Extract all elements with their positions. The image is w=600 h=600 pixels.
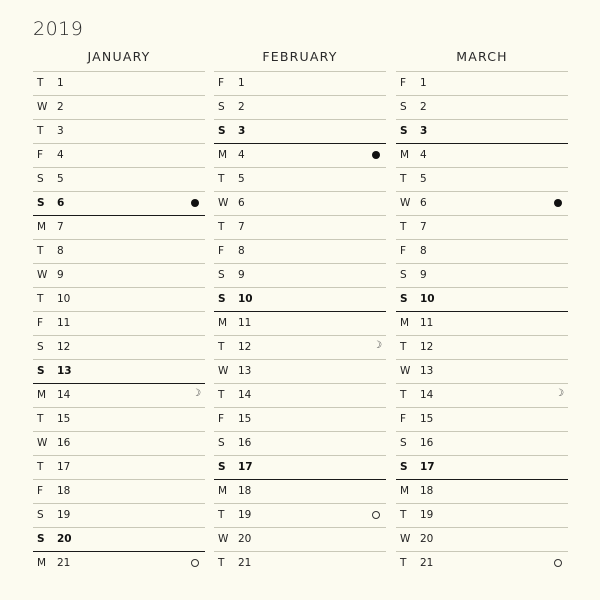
day-row bbox=[214, 335, 386, 359]
day-row bbox=[33, 95, 205, 119]
day-row bbox=[214, 551, 386, 575]
day-row bbox=[396, 311, 568, 335]
weekday-letter: S bbox=[37, 533, 45, 545]
day-number: 15 bbox=[57, 413, 71, 425]
day-number: 10 bbox=[238, 293, 253, 305]
day-row bbox=[396, 431, 568, 455]
day-row bbox=[396, 359, 568, 383]
weekday-letter: W bbox=[400, 365, 411, 377]
weekday-letter: M bbox=[400, 149, 410, 161]
day-row bbox=[396, 239, 568, 263]
weekday-letter: T bbox=[218, 509, 225, 521]
day-number: 18 bbox=[57, 485, 71, 497]
weekday-letter: T bbox=[37, 413, 44, 425]
weekday-letter: W bbox=[37, 101, 48, 113]
day-number: 13 bbox=[238, 365, 252, 377]
full-moon-icon bbox=[191, 199, 199, 207]
day-row bbox=[33, 551, 205, 575]
weekday-letter: F bbox=[400, 77, 407, 89]
day-row bbox=[33, 503, 205, 527]
day-row bbox=[33, 191, 205, 215]
day-number: 17 bbox=[420, 461, 435, 473]
weekday-letter: M bbox=[218, 485, 228, 497]
day-row bbox=[214, 143, 386, 167]
day-row bbox=[33, 455, 205, 479]
day-number: 11 bbox=[420, 317, 434, 329]
weekday-letter: W bbox=[37, 269, 48, 281]
month-column-january bbox=[33, 47, 205, 575]
day-row bbox=[214, 431, 386, 455]
day-row bbox=[214, 71, 386, 95]
weekday-letter: T bbox=[400, 509, 407, 521]
day-row bbox=[396, 551, 568, 575]
day-row bbox=[396, 167, 568, 191]
day-number: 17 bbox=[57, 461, 71, 473]
weekday-letter: F bbox=[400, 245, 407, 257]
day-row bbox=[214, 479, 386, 503]
weekday-letter: M bbox=[400, 485, 410, 497]
year-title: 2019 bbox=[33, 18, 84, 40]
month-title: JANUARY bbox=[87, 49, 151, 64]
day-number: 8 bbox=[238, 245, 245, 257]
weekday-letter: F bbox=[37, 317, 44, 329]
day-number: 10 bbox=[420, 293, 435, 305]
new-moon-icon bbox=[554, 559, 562, 567]
weekday-letter: T bbox=[37, 461, 44, 473]
weekday-letter: S bbox=[218, 461, 226, 473]
day-number: 20 bbox=[57, 533, 72, 545]
weekday-letter: T bbox=[400, 389, 407, 401]
day-number: 9 bbox=[57, 269, 64, 281]
day-number: 6 bbox=[238, 197, 245, 209]
day-row bbox=[396, 263, 568, 287]
weekday-letter: M bbox=[37, 389, 47, 401]
day-row bbox=[396, 71, 568, 95]
day-number: 15 bbox=[420, 413, 434, 425]
weekday-letter: T bbox=[218, 341, 225, 353]
day-row bbox=[396, 215, 568, 239]
day-number: 21 bbox=[420, 557, 434, 569]
day-row bbox=[33, 239, 205, 263]
weekday-letter: S bbox=[218, 437, 225, 449]
day-number: 6 bbox=[57, 197, 65, 209]
day-row bbox=[214, 527, 386, 551]
day-row bbox=[214, 383, 386, 407]
day-number: 20 bbox=[420, 533, 434, 545]
day-row bbox=[214, 191, 386, 215]
full-moon-icon bbox=[554, 199, 562, 207]
day-row bbox=[33, 215, 205, 239]
day-number: 19 bbox=[57, 509, 71, 521]
day-number: 8 bbox=[57, 245, 64, 257]
month-column-february bbox=[214, 47, 386, 575]
day-number: 2 bbox=[57, 101, 64, 113]
day-row bbox=[214, 287, 386, 311]
day-number: 2 bbox=[420, 101, 427, 113]
weekday-letter: S bbox=[218, 269, 225, 281]
weekday-letter: T bbox=[37, 77, 44, 89]
day-number: 21 bbox=[57, 557, 71, 569]
day-row bbox=[214, 95, 386, 119]
day-row bbox=[396, 143, 568, 167]
day-number: 12 bbox=[57, 341, 71, 353]
weekday-letter: W bbox=[37, 437, 48, 449]
weekday-letter: S bbox=[400, 437, 407, 449]
day-row bbox=[214, 263, 386, 287]
weekday-letter: S bbox=[37, 509, 44, 521]
weekday-letter: F bbox=[37, 485, 44, 497]
day-number: 1 bbox=[420, 77, 427, 89]
day-number: 12 bbox=[238, 341, 252, 353]
weekday-letter: S bbox=[400, 101, 407, 113]
weekday-letter: S bbox=[400, 269, 407, 281]
weekday-letter: T bbox=[400, 341, 407, 353]
full-moon-icon bbox=[372, 151, 380, 159]
day-row bbox=[33, 311, 205, 335]
day-row bbox=[33, 335, 205, 359]
day-number: 5 bbox=[238, 173, 245, 185]
weekday-letter: S bbox=[37, 365, 45, 377]
weekday-letter: F bbox=[400, 413, 407, 425]
day-row bbox=[396, 191, 568, 215]
day-number: 13 bbox=[57, 365, 72, 377]
day-row bbox=[33, 71, 205, 95]
day-number: 14 bbox=[57, 389, 71, 401]
day-number: 16 bbox=[57, 437, 71, 449]
day-number: 17 bbox=[238, 461, 253, 473]
day-number: 2 bbox=[238, 101, 245, 113]
day-number: 7 bbox=[420, 221, 427, 233]
weekday-letter: S bbox=[218, 125, 226, 137]
weekday-letter: T bbox=[218, 389, 225, 401]
weekday-letter: S bbox=[400, 125, 408, 137]
day-row bbox=[33, 263, 205, 287]
day-row bbox=[214, 407, 386, 431]
day-number: 8 bbox=[420, 245, 427, 257]
weekday-letter: W bbox=[400, 197, 411, 209]
new-moon-icon bbox=[191, 559, 199, 567]
day-number: 12 bbox=[420, 341, 434, 353]
weekday-letter: M bbox=[218, 149, 228, 161]
day-number: 4 bbox=[57, 149, 64, 161]
crescent-icon: ☽ bbox=[373, 340, 382, 351]
day-number: 3 bbox=[420, 125, 428, 137]
day-row bbox=[33, 143, 205, 167]
crescent-icon: ☽ bbox=[192, 388, 201, 399]
weekday-letter: S bbox=[37, 173, 44, 185]
day-number: 19 bbox=[420, 509, 434, 521]
day-row bbox=[396, 479, 568, 503]
day-row bbox=[214, 311, 386, 335]
crescent-icon: ☽ bbox=[555, 388, 564, 399]
weekday-letter: F bbox=[218, 413, 225, 425]
day-number: 4 bbox=[238, 149, 245, 161]
day-row bbox=[214, 119, 386, 143]
day-number: 20 bbox=[238, 533, 252, 545]
weekday-letter: T bbox=[400, 557, 407, 569]
day-number: 14 bbox=[238, 389, 252, 401]
day-row bbox=[396, 95, 568, 119]
month-column-march bbox=[396, 47, 568, 575]
weekday-letter: T bbox=[37, 293, 44, 305]
day-number: 9 bbox=[238, 269, 245, 281]
day-row bbox=[396, 527, 568, 551]
day-row bbox=[214, 239, 386, 263]
day-number: 3 bbox=[238, 125, 246, 137]
weekday-letter: F bbox=[37, 149, 44, 161]
day-number: 11 bbox=[57, 317, 71, 329]
day-number: 1 bbox=[238, 77, 245, 89]
day-number: 16 bbox=[238, 437, 252, 449]
day-number: 5 bbox=[57, 173, 64, 185]
day-number: 4 bbox=[420, 149, 427, 161]
weekday-letter: T bbox=[37, 245, 44, 257]
day-number: 18 bbox=[238, 485, 252, 497]
weekday-letter: W bbox=[218, 533, 229, 545]
month-title: MARCH bbox=[456, 49, 508, 64]
day-row bbox=[396, 503, 568, 527]
day-row bbox=[33, 479, 205, 503]
day-row bbox=[214, 167, 386, 191]
day-number: 15 bbox=[238, 413, 252, 425]
day-number: 1 bbox=[57, 77, 64, 89]
weekday-letter: S bbox=[218, 293, 226, 305]
weekday-letter: M bbox=[400, 317, 410, 329]
day-number: 5 bbox=[420, 173, 427, 185]
day-row bbox=[214, 359, 386, 383]
weekday-letter: W bbox=[400, 533, 411, 545]
day-row bbox=[33, 431, 205, 455]
day-row bbox=[396, 287, 568, 311]
day-number: 14 bbox=[420, 389, 434, 401]
day-number: 13 bbox=[420, 365, 434, 377]
weekday-letter: W bbox=[218, 365, 229, 377]
weekday-letter: T bbox=[37, 125, 44, 137]
day-row bbox=[33, 407, 205, 431]
new-moon-icon bbox=[372, 511, 380, 519]
day-row bbox=[33, 119, 205, 143]
day-row bbox=[396, 335, 568, 359]
day-row bbox=[33, 167, 205, 191]
day-number: 18 bbox=[420, 485, 434, 497]
day-number: 7 bbox=[238, 221, 245, 233]
day-row bbox=[214, 503, 386, 527]
weekday-letter: T bbox=[218, 557, 225, 569]
day-row bbox=[396, 407, 568, 431]
day-number: 16 bbox=[420, 437, 434, 449]
weekday-letter: T bbox=[218, 173, 225, 185]
day-number: 21 bbox=[238, 557, 252, 569]
weekday-letter: S bbox=[400, 293, 408, 305]
day-row bbox=[33, 359, 205, 383]
weekday-letter: T bbox=[218, 221, 225, 233]
day-number: 10 bbox=[57, 293, 71, 305]
day-row bbox=[33, 287, 205, 311]
day-row bbox=[214, 215, 386, 239]
day-number: 6 bbox=[420, 197, 427, 209]
day-number: 3 bbox=[57, 125, 64, 137]
day-number: 11 bbox=[238, 317, 252, 329]
weekday-letter: M bbox=[37, 221, 47, 233]
weekday-letter: S bbox=[37, 197, 45, 209]
day-number: 9 bbox=[420, 269, 427, 281]
day-number: 19 bbox=[238, 509, 252, 521]
weekday-letter: S bbox=[218, 101, 225, 113]
weekday-letter: T bbox=[400, 221, 407, 233]
day-row bbox=[214, 455, 386, 479]
weekday-letter: F bbox=[218, 245, 225, 257]
weekday-letter: W bbox=[218, 197, 229, 209]
day-row bbox=[396, 455, 568, 479]
weekday-letter: M bbox=[218, 317, 228, 329]
weekday-letter: M bbox=[37, 557, 47, 569]
weekday-letter: F bbox=[218, 77, 225, 89]
day-row bbox=[396, 383, 568, 407]
weekday-letter: S bbox=[400, 461, 408, 473]
weekday-letter: T bbox=[400, 173, 407, 185]
day-row bbox=[33, 383, 205, 407]
day-row bbox=[396, 119, 568, 143]
day-number: 7 bbox=[57, 221, 64, 233]
month-title: FEBRUARY bbox=[262, 49, 338, 64]
weekday-letter: S bbox=[37, 341, 44, 353]
day-row bbox=[33, 527, 205, 551]
